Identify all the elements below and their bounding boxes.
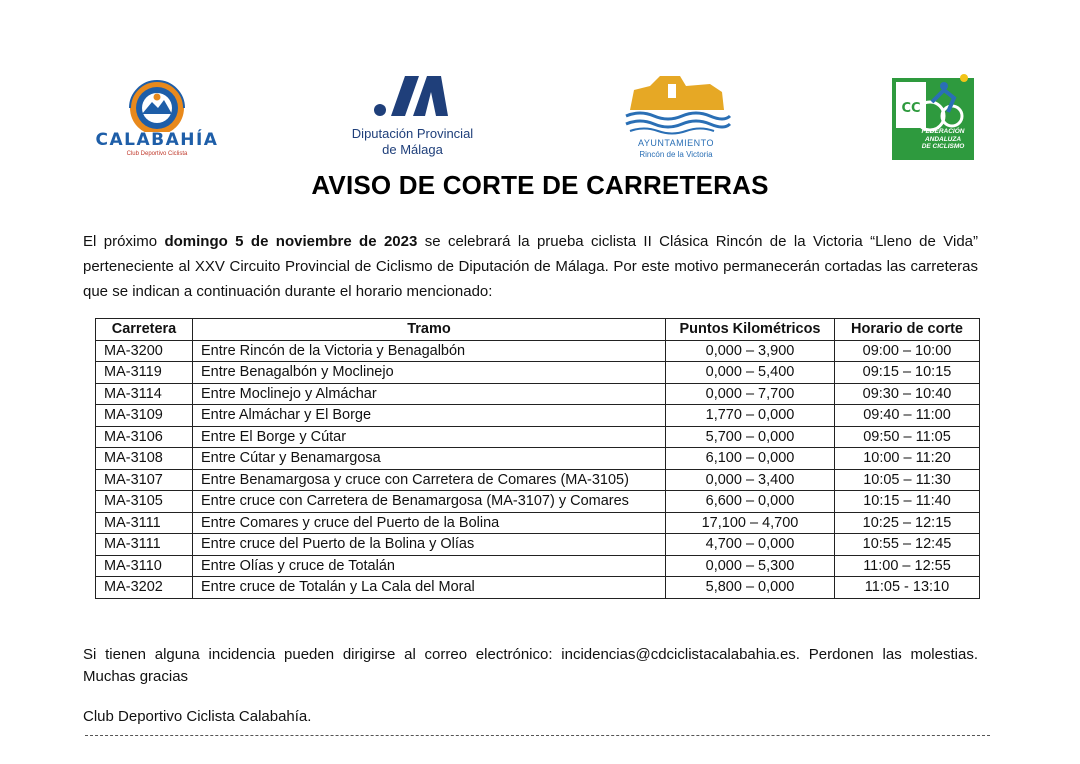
table-row — [96, 426, 980, 448]
ayuntamiento-town: Rincón de la Victoria — [639, 150, 713, 159]
cell-puntos-km: 5,700 – 0,000 — [666, 426, 835, 448]
cell-carretera: MA-3107 — [96, 469, 193, 491]
cell-carretera: MA-3109 — [96, 405, 193, 427]
table-row — [96, 491, 980, 513]
table-row — [96, 512, 980, 534]
cell-tramo: Entre Moclinejo y Almáchar — [193, 383, 666, 405]
diputacion-line2: de Málaga — [382, 142, 443, 157]
cell-horario: 09:40 – 11:00 — [835, 405, 980, 427]
header-horario: Horario de corte — [835, 319, 980, 341]
cell-tramo: Entre Comares y cruce del Puerto de la Bolina — [193, 512, 666, 534]
intro-date: domingo 5 de noviembre de 2023 — [164, 233, 418, 250]
federacion-line2: ANDALUZA — [924, 135, 962, 143]
contact-paragraph: Si tienen alguna incidencia pueden dirigirse al correo electrónico: incidencias@cdciclistacalabahia.es. Perdonen las molestias. Muchas gracias — [83, 646, 978, 685]
cell-puntos-km: 0,000 – 7,700 — [666, 383, 835, 405]
calabahia-wordmark: CALABAHÍA — [95, 130, 219, 150]
intro-paragraph — [83, 229, 978, 304]
cell-carretera: MA-3108 — [96, 448, 193, 470]
cell-carretera: MA-3106 — [96, 426, 193, 448]
diputacion-line1: Diputación Provincial — [351, 126, 474, 141]
cell-puntos-km: 0,000 – 3,900 — [666, 340, 835, 362]
cell-carretera: MA-3200 — [96, 340, 193, 362]
cell-tramo: Entre El Borge y Cútar — [193, 426, 666, 448]
cell-carretera: MA-3111 — [96, 512, 193, 534]
cell-tramo: Entre Cútar y Benamargosa — [193, 448, 666, 470]
table-row — [96, 362, 980, 384]
ayuntamiento-label: AYUNTAMIENTO — [637, 138, 714, 148]
table-row — [96, 534, 980, 556]
cell-carretera: MA-3105 — [96, 491, 193, 513]
table-header-row — [96, 319, 980, 341]
header-carretera: Carretera — [96, 319, 193, 341]
table-row — [96, 405, 980, 427]
ayuntamiento-emblem-icon — [620, 70, 732, 136]
federacion-line1: FEDERACIÓN — [921, 128, 965, 135]
dashed-separator — [85, 735, 990, 736]
cell-tramo: Entre Almáchar y El Borge — [193, 405, 666, 427]
cell-horario: 10:05 – 11:30 — [835, 469, 980, 491]
cell-tramo: Entre Benagalbón y Moclinejo — [193, 362, 666, 384]
diputacion-name — [335, 126, 490, 158]
cell-horario: 09:15 – 10:15 — [835, 362, 980, 384]
table-row — [96, 383, 980, 405]
cell-tramo: Entre cruce de Totalán y La Cala del Moral — [193, 577, 666, 599]
cell-puntos-km: 0,000 – 5,400 — [666, 362, 835, 384]
cell-horario: 11:05 - 13:10 — [835, 577, 980, 599]
cell-puntos-km: 6,100 – 0,000 — [666, 448, 835, 470]
calabahia-logo — [82, 74, 232, 160]
cell-carretera: MA-3114 — [96, 383, 193, 405]
page-title: AVISO DE CORTE DE CARRETERAS — [311, 170, 769, 200]
intro-part2: se celebrará la prueba ciclista II Clásica Rincón de la Victoria “Lleno de Vida” perteneciente al XXV Circuito Provincial de Ciclismo de Diputación de Málaga. Por este motivo permanecerán cortadas las carreteras que se indican a continuación durante el horario mencionado: — [83, 233, 978, 300]
cell-puntos-km: 5,800 – 0,000 — [666, 577, 835, 599]
calabahia-emblem-icon — [82, 74, 232, 132]
cell-puntos-km: 0,000 – 3,400 — [666, 469, 835, 491]
cell-carretera: MA-3202 — [96, 577, 193, 599]
header-puntos-km: Puntos Kilométricos — [666, 319, 835, 341]
table-row — [96, 448, 980, 470]
cell-horario: 10:55 – 12:45 — [835, 534, 980, 556]
cell-tramo: Entre Benamargosa y cruce con Carretera de Comares (MA-3105) — [193, 469, 666, 491]
ayuntamiento-logo — [620, 70, 732, 164]
diputacion-emblem-icon — [335, 72, 490, 122]
cell-horario: 10:00 – 11:20 — [835, 448, 980, 470]
table-row — [96, 555, 980, 577]
table-row — [96, 469, 980, 491]
cell-tramo: Entre Olías y cruce de Totalán — [193, 555, 666, 577]
cell-horario: 11:00 – 12:55 — [835, 555, 980, 577]
cell-carretera: MA-3119 — [96, 362, 193, 384]
cell-tramo: Entre cruce del Puerto de la Bolina y Olías — [193, 534, 666, 556]
cell-puntos-km: 0,000 – 5,300 — [666, 555, 835, 577]
cell-puntos-km: 4,700 – 0,000 — [666, 534, 835, 556]
diputacion-logo — [335, 72, 490, 164]
road-closures-table — [95, 318, 980, 599]
cell-horario: 10:25 – 12:15 — [835, 512, 980, 534]
cell-horario: 09:00 – 10:00 — [835, 340, 980, 362]
federacion-logo — [892, 72, 976, 160]
cell-horario: 09:30 – 10:40 — [835, 383, 980, 405]
federacion-line3: DE CICLISMO — [921, 143, 965, 150]
table-row — [96, 577, 980, 599]
cell-puntos-km: 6,600 – 0,000 — [666, 491, 835, 513]
cell-puntos-km: 17,100 – 4,700 — [666, 512, 835, 534]
cell-tramo: Entre Rincón de la Victoria y Benagalbón — [193, 340, 666, 362]
cell-carretera: MA-3111 — [96, 534, 193, 556]
cell-horario: 10:15 – 11:40 — [835, 491, 980, 513]
calabahia-subtitle: Club Deportivo Ciclista — [126, 151, 188, 157]
svg-text:CC: CC — [901, 101, 921, 116]
cell-carretera: MA-3110 — [96, 555, 193, 577]
cell-puntos-km: 1,770 – 0,000 — [666, 405, 835, 427]
cell-tramo: Entre cruce con Carretera de Benamargosa (MA-3107) y Comares — [193, 491, 666, 513]
header-tramo: Tramo — [193, 319, 666, 341]
table-row — [96, 340, 980, 362]
federacion-text — [912, 128, 974, 151]
cell-horario: 09:50 – 11:05 — [835, 426, 980, 448]
intro-part1: El próximo — [83, 233, 165, 250]
signature: Club Deportivo Ciclista Calabahía. — [83, 708, 312, 725]
